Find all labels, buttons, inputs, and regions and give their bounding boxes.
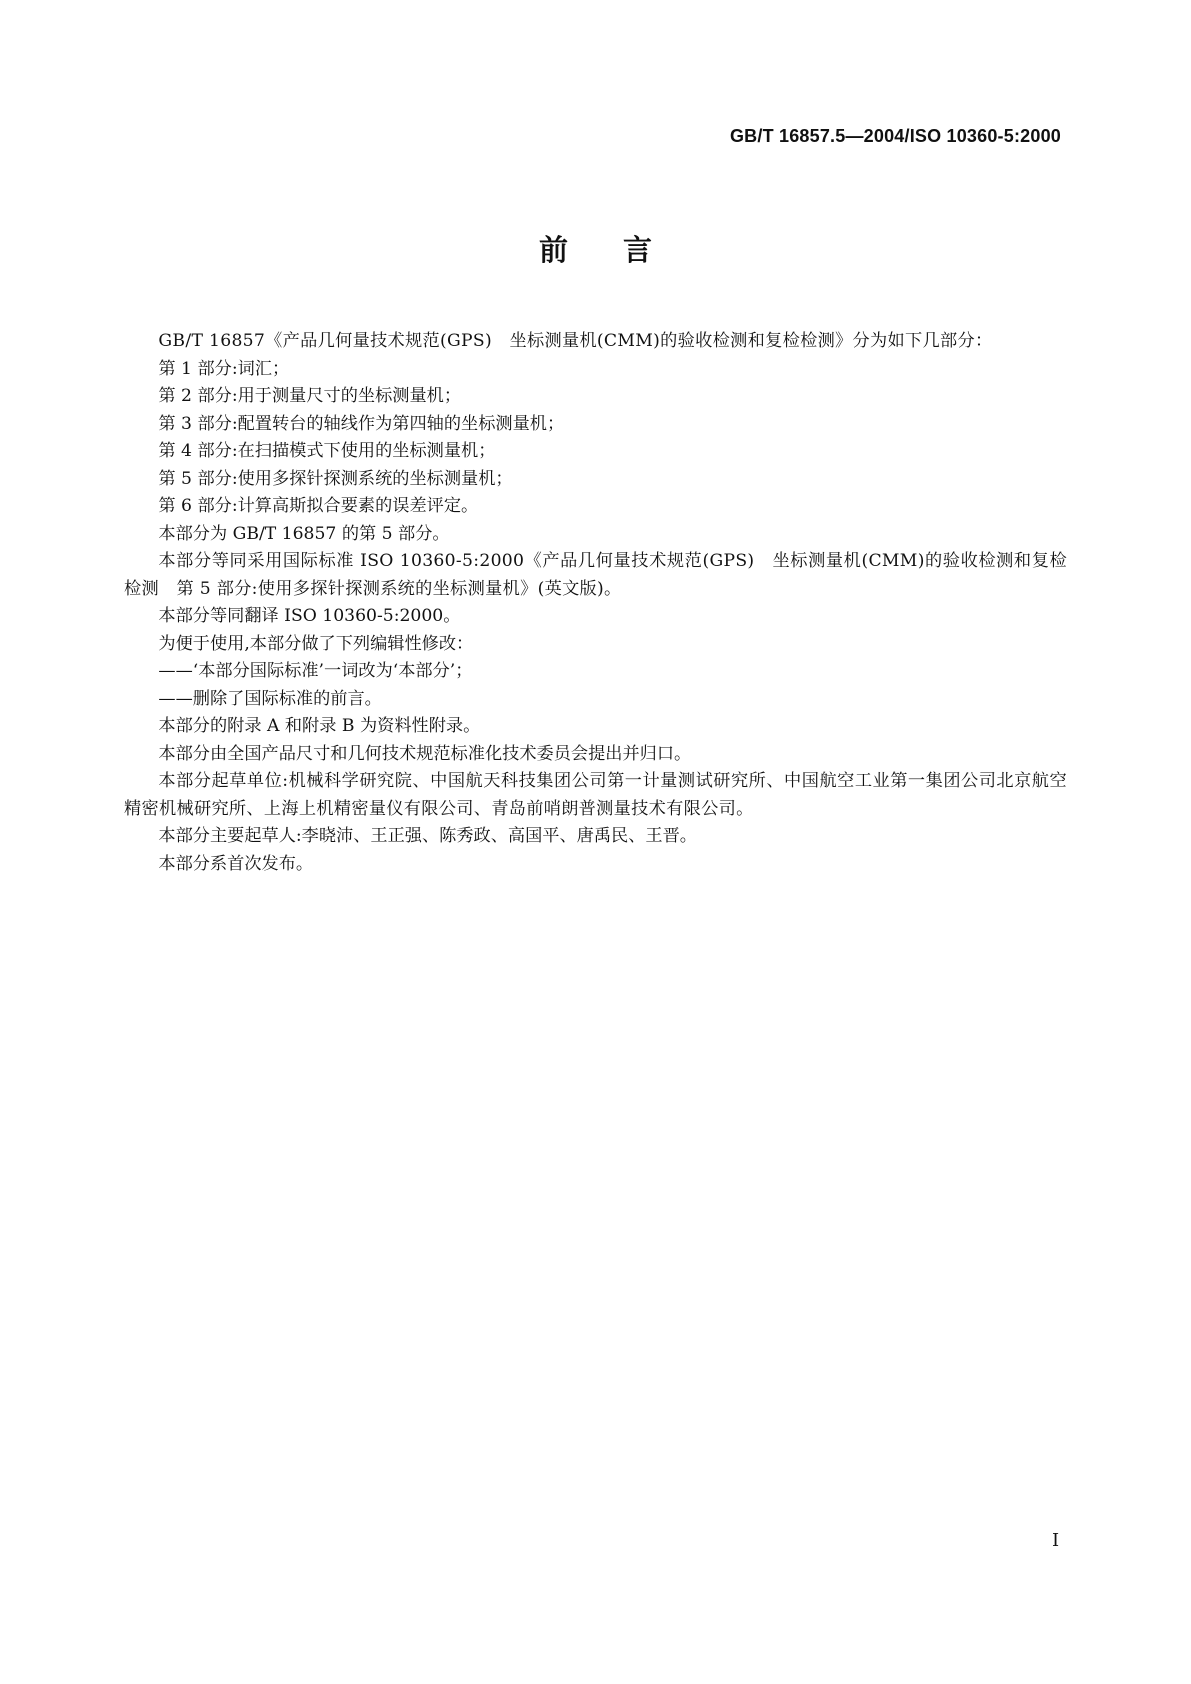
list-item-part-1: 第 1 部分:词汇； [158, 358, 290, 379]
page-title [0, 232, 1191, 268]
title-char-1: 前 [539, 233, 569, 267]
list-item-part-3: 第 3 部分:配置转台的轴线作为第四轴的坐标测量机； [158, 413, 565, 434]
paragraph-adoption: 本部分等同采用国际标准 ISO 10360-5:2000《产品几何量技术规范(GPS) 坐标测量机(CMM)的验收检测和复检检测 第 5 部分:使用多探针探测系统的坐标测量机》(英文版)。 [124, 551, 1067, 599]
paragraph-drafters: 本部分主要起草人:李晓沛、王正强、陈秀政、高国平、唐禹民、王晋。 [158, 826, 697, 846]
standard-number-header: GB/T 16857.5—2004/ISO 10360-5:2000 [729, 126, 1061, 146]
list-item-editorial-1: ——‘本部分国际标准’一词改为‘本部分’； [158, 661, 473, 681]
list-item-part-2: 第 2 部分:用于测量尺寸的坐标测量机； [158, 386, 462, 406]
paragraph-editorial-intro: 为便于使用,本部分做了下列编辑性修改： [158, 633, 474, 654]
paragraph-part-statement: 本部分为 GB/T 16857 的第 5 部分。 [158, 523, 450, 544]
list-item-part-4: 第 4 部分:在扫描模式下使用的坐标测量机； [158, 441, 496, 461]
paragraph-intro: GB/T 16857《产品几何量技术规范(GPS) 坐标测量机(CMM)的验收检测和复检检测》分为如下几部分： [158, 331, 993, 351]
paragraph-annexes: 本部分的附录 A 和附录 B 为资料性附录。 [158, 716, 481, 736]
foreword-body [124, 328, 1067, 878]
page-number: I [1052, 1530, 1060, 1551]
paragraph-translation: 本部分等同翻译 ISO 10360-5:2000。 [158, 606, 461, 626]
list-item-editorial-2: ——删除了国际标准的前言。 [158, 688, 382, 709]
title-char-2: 言 [623, 233, 653, 267]
paragraph-proposer: 本部分由全国产品尺寸和几何技术规范标准化技术委员会提出并归口。 [158, 743, 692, 764]
list-item-part-5: 第 5 部分:使用多探针探测系统的坐标测量机； [158, 468, 513, 489]
paragraph-drafting-units: 本部分起草单位:机械科学研究院、中国航天科技集团公司第一计量测试研究所、中国航空工业第一集团公司北京航空精密机械研究所、上海上机精密量仪有限公司、青岛前哨朗普测量技术有限公司。 [124, 771, 1067, 819]
paragraph-first-release: 本部分系首次发布。 [158, 853, 314, 874]
list-item-part-6: 第 6 部分:计算高斯拟合要素的误差评定。 [158, 496, 479, 516]
